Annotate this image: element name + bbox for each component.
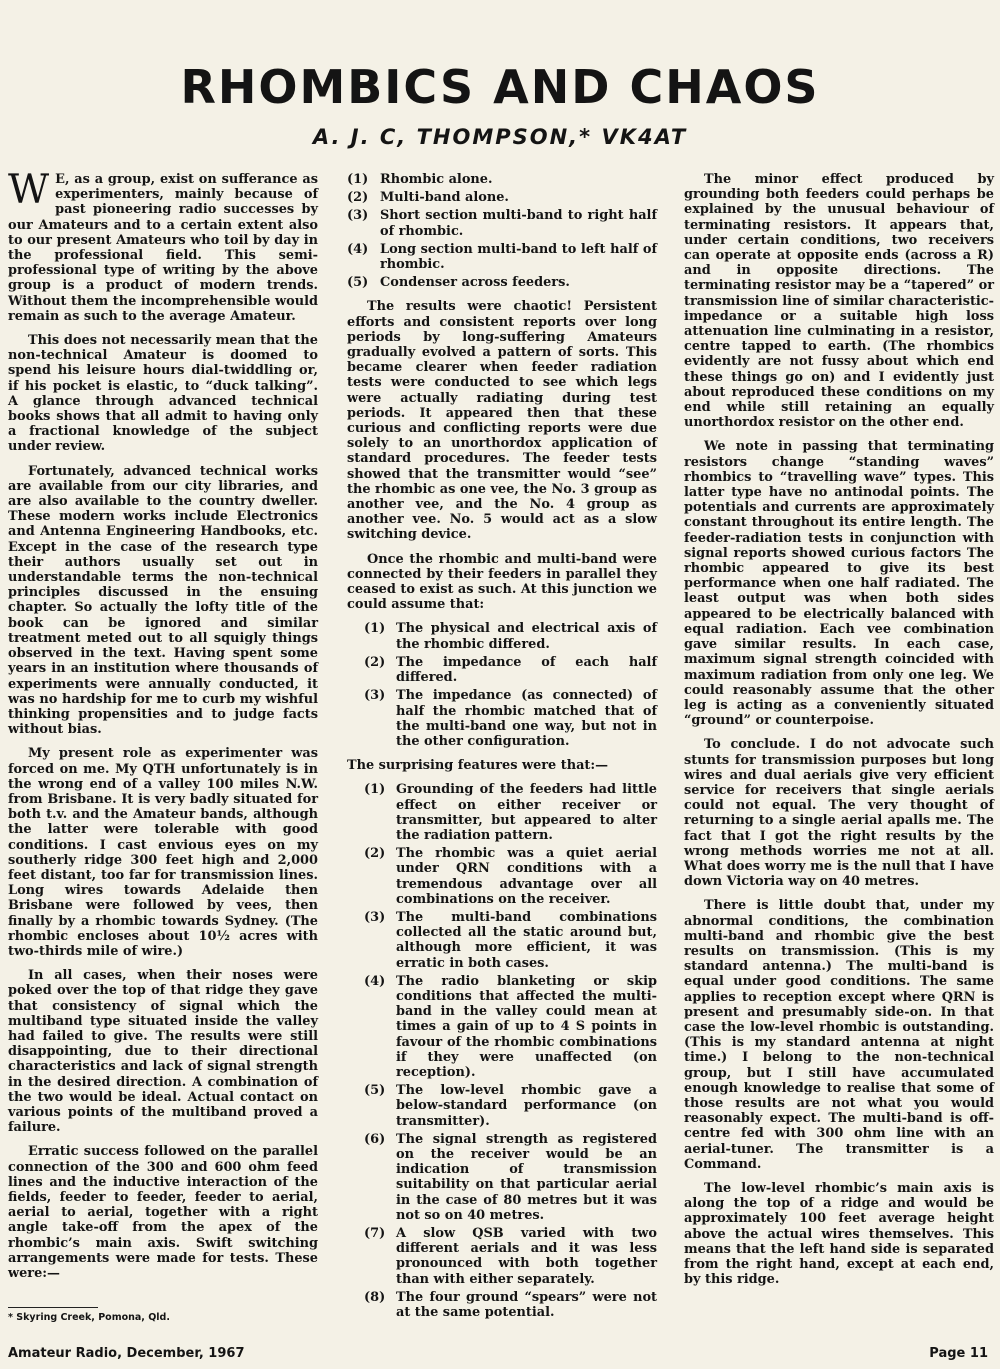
list-text: The four ground “spears” were not at the same potential.: [396, 1289, 657, 1321]
paragraph: The surprising features were that:—: [347, 758, 609, 774]
list-text: The low-level rhombic gave a below-standard performance (on transmitter).: [396, 1083, 657, 1129]
paragraph: The results were chaotic! Persistent efforts and consistent reports over long periods by long-suffering Amateurs gradually evolved a pattern of sorts. This became clearer when feeder radiation tests were conducted to see which legs were actually radiating during test periods. It appeared then that these curious and conflicting reports were due solely to an unorthordox application of standard procedures. The feeder tests showed that the transmitter would “see” the rhombic as one vee, the No. 3 group as another vee, and the No. 4 group as another vee. No. 5 would act as a slow switching device.: [347, 299, 657, 543]
list-text: The rhombic was a quiet aerial under QRN conditions with a tremendous advantage over all combinations on the receiver.: [396, 846, 657, 907]
list-text: Short section multi-band to right half of rhombic.: [380, 208, 657, 239]
paragraph: My present role as experimenter was forced on me. My QTH unfortunately is in the wrong end of a valley 100 miles N.W. from Brisbane. It is very badly situated for both t.v. and the Amateur bands, although the latter were tolerable with good conditions. I cast envious eyes on my southerly ridge 300 feet high and 2,000 feet distant, too far for transmission lines. Long wires towards Adelaide then Brisbane were followed by vees, then finally by a rhombic towards Sydney. (The rhombic encloses about 10½ acres with two-thirds mile of wire.): [8, 746, 318, 959]
paragraph: To conclude. I do not advocate such stunts for transmission purposes but long wires and dual aerials give very efficient service for receivers that single aerials could not equal. The very thought of returning to a single aerial apalls me. The fact that I got the right results by the wrong methods worries me not at all. What does worry me is the null that I have down Victoria way on 40 metres.: [684, 737, 994, 890]
article-title: RHOMBICS AND CHAOS: [180, 60, 820, 114]
list-number: (3): [364, 688, 386, 704]
paragraph: In all cases, when their noses were poked over the top of that ridge they gave that consistency of signal which the multiband type situated inside the valley had failed to give. The results were still disappointing, due to their directional characteristics and lack of signal strength in the desired direction. A combination of the two would be ideal. Actual contact on various points of the multiband proved a failure.: [8, 968, 318, 1136]
list-number: (5): [364, 1083, 386, 1099]
paragraph: There is little doubt that, under my abnormal conditions, the combination multi-band and rhombic give the best results on transmission. (This is my standard antenna.) The multi-band is equal under good conditions. The same applies to reception except where QRN is present and presumably side-on. In that case the low-level rhombic is outstanding. (This is my standard antenna at night time.) I belong to the non-technical group, but I still have accumulated enough knowledge to realise that some of those results are not what you would reasonably expect. The multi-band is off-centre fed with 300 ohm line with an aerial-tuner. The transmitter is a Command.: [684, 898, 994, 1172]
list-text: The impedance (as connected) of half the rhombic matched that of the multi-band one way, but not in the other configuration.: [396, 688, 657, 749]
list-item: [347, 910, 657, 971]
column-2: [347, 172, 657, 1329]
author-footnote: * Skyring Creek, Pomona, Qld.: [8, 1312, 170, 1323]
list-text: Long section multi-band to left half of rhombic.: [380, 241, 657, 273]
list-text: Multi-band alone.: [380, 190, 509, 206]
list-item: [347, 782, 657, 843]
list-number: (4): [364, 973, 386, 989]
paragraph: We note in passing that terminating resistors change “standing waves” rhombics to “travelling wave” types. This latter type have no antinodal points. The potentials and currents are approximately constant throughout its entire length. The feeder-radiation tests in conjunction with signal reports showed curious factors The rhombic appeared to give its best performance when one half radiated. The least output was when both sides appeared to be electrically balanced with equal radiation. Each vee combination gave similar results. In each case, maximum signal strength coincided with maximum radiation from only one leg. We could reasonably assume that the other leg is acting as a conveniently situated “ground” or counterpoise.: [684, 439, 994, 729]
list-item: [347, 1132, 657, 1223]
list-number: (8): [364, 1289, 386, 1305]
list-item: [347, 1290, 657, 1320]
paragraph: [8, 167, 318, 324]
list-item: [347, 655, 657, 685]
list-text: The physical and electrical axis of the rhombic differed.: [396, 621, 657, 652]
list-item: [347, 208, 657, 238]
list-number: (1): [364, 782, 386, 798]
test-configuration-list: [347, 172, 657, 290]
paragraph: The low-level rhombic’s main axis is along the top of a ridge and would be approximately 100 feet average height above the actual wires themselves. This means that the left hand side is separated from the right hand, except at each end, by this ridge.: [684, 1181, 994, 1288]
article-byline: A. J. C, THOMPSON,* VK4AT: [312, 125, 688, 149]
paragraph-text: E, as a group, exist on sufferance as experimenters, mainly because of past pioneering radio successes by our Amateurs and to a certain extent also to our present Amateurs who toil by day in the professional field. This semi-professional type of writing by the above group is a product of modern trends. Without them the incomprehensible would remain as such to the average Amateur.: [8, 172, 318, 324]
assumption-list: [347, 621, 657, 749]
list-text: The radio blanketing or skip conditions that affected the multi-band in the valley could mean at times a gain of up to 4 S points in favour of the rhombic combinations if they were unaffected (on reception).: [396, 973, 657, 1080]
list-number: (1): [347, 172, 369, 187]
column-3: [684, 172, 994, 1296]
list-item: [347, 1083, 657, 1129]
paragraph: Fortunately, advanced technical works are available from our city libraries, and are also available to the country dweller. These modern works include Electronics and Antenna Engineering Handbooks, etc. Except in the case of the research type their authors usually set out in understandable terms the non-technical principles discussed in the ensuing chapter. So actually the lofty title of the book can be ignored and similar treatment meted out to all squigly things observed in the text. Having spent some years in an institution where thousands of experiments were annually conducted, it was no hardship for me to curb my wishful thinking propensities and to judge facts without bias.: [8, 463, 318, 738]
list-text: The impedance of each half differed.: [396, 654, 657, 686]
list-number: (3): [347, 208, 369, 224]
list-item: [347, 621, 657, 651]
list-text: Condenser across feeders.: [380, 275, 570, 291]
list-item: [347, 275, 657, 290]
list-number: (7): [364, 1226, 386, 1241]
list-number: (3): [364, 909, 386, 925]
list-item: [347, 846, 657, 907]
list-text: A slow QSB varied with two different aerials and it was less pronounced with both together than with either separately.: [396, 1226, 657, 1287]
list-number: (2): [364, 654, 386, 670]
paragraph: The minor effect produced by grounding both feeders could perhaps be explained by the unusual behaviour of terminating resistors. It appears that, under certain conditions, two receivers can operate at opposite ends (across a R) and in opposite directions. The terminating resistor may be a “tapered” or transmission line of similar characteristic-impedance or a suitable high loss attenuation line culminating in a resistor, centre tapped to earth. (The rhombics evidently are not fussy about which end these things go on) and I evidently just about reproduced these conditions on my end while still retaining an equally unorthordox resistor on the other end.: [684, 172, 994, 431]
page-number: Page 11: [929, 1346, 988, 1361]
paragraph: This does not necessarily mean that the non-technical Amateur is doomed to spend his leisure hours dial-twiddling or, if his pocket is elastic, to “duck talking”. A glance through advanced technical books shows that all admit to having only a fractional knowledge of the subject under review.: [8, 333, 318, 455]
paragraph: Once the rhombic and multi-band were connected by their feeders in parallel they ceased to exist as such. At this junction we could assume that:: [347, 551, 657, 613]
list-item: [347, 242, 657, 272]
list-text: The multi-band combinations collected all the static around but, although more efficient, it was erratic in both cases.: [396, 909, 657, 971]
column-1: [8, 167, 318, 1290]
list-text: Grounding of the feeders had little effect on either receiver or transmitter, but appeared to alter the radiation pattern.: [396, 782, 657, 843]
list-item: [347, 190, 657, 205]
list-number: (2): [347, 190, 369, 206]
list-number: (1): [364, 621, 386, 637]
list-number: (2): [364, 846, 386, 862]
list-number: (5): [347, 275, 369, 291]
paragraph: Erratic success followed on the parallel connection of the 300 and 600 ohm feed lines and the inductive interaction of the fields, feeder to feeder, feeder to aerial, aerial to aerial, together with a right angle take-off from the apex of the rhombic’s main axis. Swift switching arrangements were made for tests. These were:—: [8, 1144, 318, 1282]
list-item: [347, 1226, 657, 1287]
list-text: The signal strength as registered on the receiver would be an indication of transmission suitability on that particular aerial in the case of 80 metres but it was not so on 40 metres.: [396, 1131, 657, 1223]
list-number: (4): [347, 241, 369, 257]
list-text: Rhombic alone.: [380, 172, 493, 187]
drop-cap: W: [8, 167, 50, 213]
features-list: [347, 782, 657, 1320]
list-item: [347, 688, 657, 749]
list-number: (6): [364, 1131, 386, 1147]
footnote-divider: [8, 1307, 98, 1308]
list-item: [347, 974, 657, 1080]
list-item: [347, 172, 657, 187]
publication-footer: Amateur Radio, December, 1967: [8, 1346, 245, 1361]
